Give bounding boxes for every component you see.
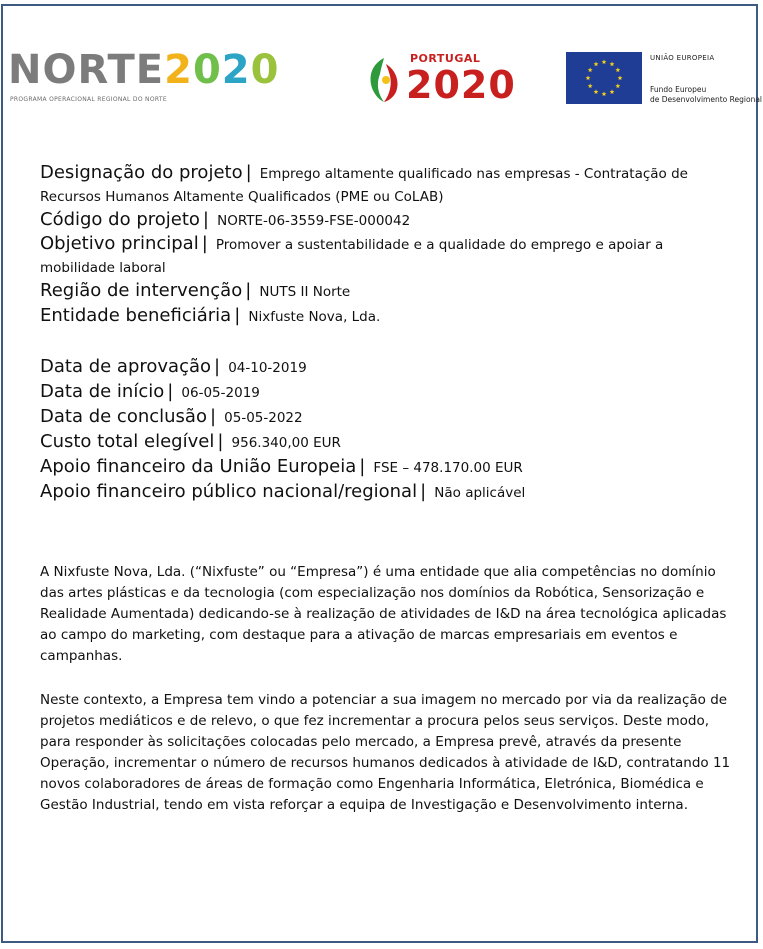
detail-value: Nixfuste Nova, Lda. [248, 309, 381, 325]
detail-row-objetivo [40, 233, 730, 279]
detail-row-designacao [40, 162, 730, 208]
eu-logo [566, 52, 762, 106]
norte-word: NORTE [8, 47, 165, 93]
detail-label: Data de aprovação [40, 356, 212, 377]
detail-label: Apoio financeiro público nacional/regional [40, 481, 418, 502]
detail-value: 04-10-2019 [228, 360, 307, 376]
detail-label: Entidade beneficiária [40, 305, 232, 326]
portugal-label: PORTUGAL [410, 52, 481, 65]
detail-row-aprovacao [40, 355, 730, 380]
detail-value: NUTS II Norte [259, 284, 351, 300]
detail-row-apoio-ue [40, 455, 730, 480]
detail-label: Objetivo principal [40, 233, 199, 254]
detail-row-codigo [40, 208, 730, 233]
separator: | [359, 456, 366, 477]
separator: | [201, 233, 208, 254]
detail-value: Promover a sustentabilidade e a qualidade do emprego e apoiar a mobilidade laboral [40, 237, 664, 276]
norte2020-wordmark [8, 48, 279, 92]
detail-value: Emprego altamente qualificado nas empresas - Contratação de Recursos Humanos Altamente Qualificados (PME ou CoLAB) [40, 166, 688, 205]
portugal-emblem-icon [366, 54, 402, 104]
detail-row-apoio-nacional [40, 480, 730, 505]
eu-flag-icon [566, 52, 642, 104]
norte-digit-1: 2 [164, 47, 193, 93]
detail-row-conclusao [40, 405, 730, 430]
detail-value: NORTE-06-3559-FSE-000042 [217, 213, 411, 229]
detail-value: 05-05-2022 [224, 410, 303, 426]
separator: | [202, 209, 209, 230]
detail-value: 06-05-2019 [181, 385, 260, 401]
project-details [40, 162, 730, 505]
detail-row-custo [40, 430, 730, 455]
norte-digit-3: 2 [221, 47, 251, 93]
eu-fund-line-1: Fundo Europeu [650, 85, 707, 94]
detail-label: Data de conclusão [40, 406, 207, 427]
detail-value: Não aplicável [434, 485, 526, 501]
description-paragraph-2: Neste contexto, a Empresa tem vindo a potenciar a sua imagem no mercado por via da realização de projetos mediáticos e de relevo, o que fez incrementar a procura pelos seus serviços. Deste modo, para responder às solicitações colocadas pelo mercado, a Empresa prevê, através da presente Operação, incrementar o número de recursos humanos dedicados à atividade de I&D, contratando 11 novos colaboradores de áreas de formação como Engenharia Informática, Eletrónica, Biomédica e Gestão Industrial, tendo em vista reforçar a equipa de Investigação e Desenvolvimento interna. [40, 692, 731, 813]
norte2020-subtitle: PROGRAMA OPERACIONAL REGIONAL DO NORTE [10, 96, 167, 103]
detail-value: 956.340,00 EUR [231, 435, 341, 451]
detail-value: FSE – 478.170.00 EUR [373, 460, 523, 476]
description-paragraph-1: A Nixfuste Nova, Lda. (“Nixfuste” ou “Empresa”) é uma entidade que alia competências no domínio das artes plásticas e da tecnologia (com especialização nos domínios da Robótica, Sensorização e Realidade Aumentada) dedicando-se à realização de atividades de I&D na área tecnológica aplicadas ao campo do marketing, com destaque para a ativação de marcas empresariais em eventos e campanhas. [40, 564, 727, 664]
norte-digit-2: 0 [192, 47, 222, 93]
norte2020-logo [8, 48, 338, 110]
separator: | [214, 356, 221, 377]
separator: | [209, 406, 217, 427]
separator: | [420, 481, 427, 502]
separator: | [245, 280, 252, 301]
detail-label: Região de intervenção [40, 280, 243, 301]
detail-row-regiao [40, 279, 730, 304]
portugal2020-logo [366, 52, 536, 108]
eu-fund-line-2: de Desenvolvimento Regional [650, 95, 762, 104]
detail-label: Data de início [40, 381, 165, 402]
separator: | [167, 381, 174, 402]
separator: | [245, 162, 252, 183]
detail-label: Apoio financeiro da União Europeia [40, 456, 357, 477]
detail-label: Custo total elegível [40, 431, 215, 452]
eu-title: UNIÃO EUROPEIA [650, 54, 715, 62]
separator: | [234, 305, 241, 326]
portugal-year: 2020 [406, 63, 516, 107]
detail-row-inicio [40, 380, 730, 405]
separator: | [217, 431, 224, 452]
dates-and-funding [40, 355, 730, 505]
norte-digit-4: 0 [250, 47, 280, 93]
detail-row-entidade [40, 304, 730, 329]
detail-label: Código do projeto [40, 209, 200, 230]
detail-label: Designação do projeto [40, 162, 243, 183]
